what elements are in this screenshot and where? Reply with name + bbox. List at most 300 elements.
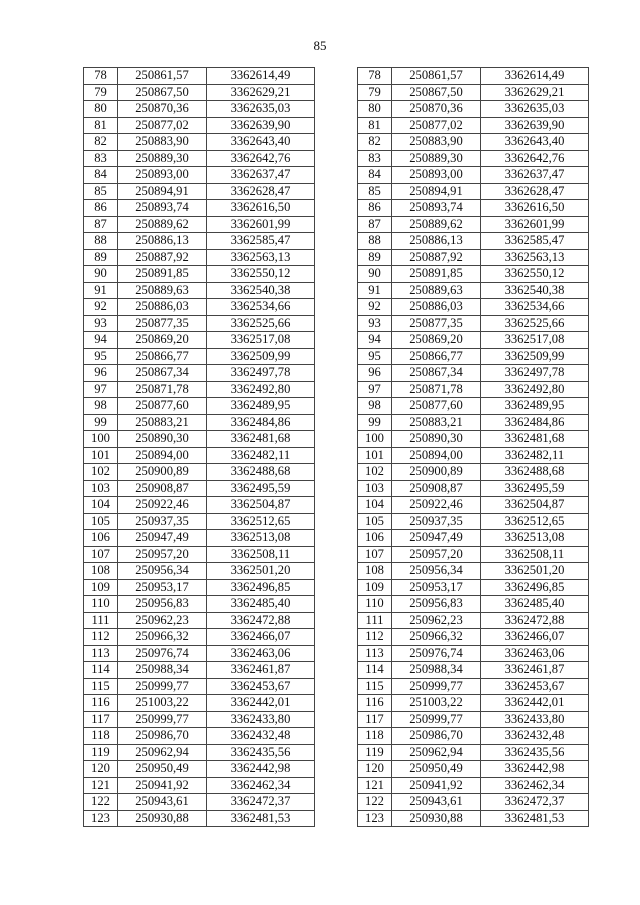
x-coordinate-cell: 250867,34 — [118, 365, 207, 382]
point-number-cell: 95 — [84, 348, 118, 365]
point-number-cell: 87 — [358, 216, 392, 233]
table-row — [358, 365, 589, 382]
point-number-cell: 80 — [84, 101, 118, 118]
table-row — [84, 183, 315, 200]
point-number-cell: 101 — [84, 447, 118, 464]
table-row — [84, 134, 315, 151]
point-number-cell: 103 — [84, 480, 118, 497]
table-row — [358, 447, 589, 464]
table-row — [84, 678, 315, 695]
y-coordinate-cell: 3362482,11 — [207, 447, 315, 464]
x-coordinate-cell: 251003,22 — [118, 695, 207, 712]
table-row — [358, 431, 589, 448]
y-coordinate-cell: 3362442,98 — [481, 761, 589, 778]
point-number-cell: 96 — [358, 365, 392, 382]
table-row — [84, 414, 315, 431]
table-row — [84, 365, 315, 382]
point-number-cell: 115 — [358, 678, 392, 695]
point-number-cell: 97 — [84, 381, 118, 398]
point-number-cell: 87 — [84, 216, 118, 233]
table-row — [358, 678, 589, 695]
x-coordinate-cell: 250999,77 — [392, 711, 481, 728]
table-row — [84, 167, 315, 184]
x-coordinate-cell: 250941,92 — [118, 777, 207, 794]
x-coordinate-cell: 250894,91 — [392, 183, 481, 200]
y-coordinate-cell: 3362488,68 — [207, 464, 315, 481]
table-row — [358, 332, 589, 349]
y-coordinate-cell: 3362512,65 — [207, 513, 315, 530]
table-row — [358, 101, 589, 118]
x-coordinate-cell: 250999,77 — [392, 678, 481, 695]
y-coordinate-cell: 3362616,50 — [207, 200, 315, 217]
point-number-cell: 86 — [358, 200, 392, 217]
table-row — [84, 117, 315, 134]
y-coordinate-cell: 3362485,40 — [207, 596, 315, 613]
table-row — [84, 563, 315, 580]
y-coordinate-cell: 3362643,40 — [481, 134, 589, 151]
point-number-cell: 107 — [358, 546, 392, 563]
point-number-cell: 108 — [358, 563, 392, 580]
x-coordinate-cell: 250962,94 — [118, 744, 207, 761]
table-row — [358, 711, 589, 728]
table-row — [84, 728, 315, 745]
point-number-cell: 85 — [84, 183, 118, 200]
x-coordinate-cell: 250877,60 — [392, 398, 481, 415]
x-coordinate-cell: 250894,00 — [392, 447, 481, 464]
point-number-cell: 123 — [84, 810, 118, 827]
point-number-cell: 106 — [358, 530, 392, 547]
point-number-cell: 114 — [358, 662, 392, 679]
x-coordinate-cell: 250953,17 — [118, 579, 207, 596]
x-coordinate-cell: 250870,36 — [118, 101, 207, 118]
y-coordinate-cell: 3362497,78 — [207, 365, 315, 382]
point-number-cell: 90 — [358, 266, 392, 283]
point-number-cell: 96 — [84, 365, 118, 382]
x-coordinate-cell: 250889,62 — [392, 216, 481, 233]
x-coordinate-cell: 250986,70 — [392, 728, 481, 745]
y-coordinate-cell: 3362639,90 — [481, 117, 589, 134]
y-coordinate-cell: 3362488,68 — [481, 464, 589, 481]
point-number-cell: 109 — [84, 579, 118, 596]
table-row — [358, 249, 589, 266]
table-row — [358, 761, 589, 778]
x-coordinate-cell: 250893,74 — [118, 200, 207, 217]
x-coordinate-cell: 250883,90 — [118, 134, 207, 151]
x-coordinate-cell: 250861,57 — [392, 68, 481, 85]
point-number-cell: 100 — [84, 431, 118, 448]
table-row — [84, 513, 315, 530]
y-coordinate-cell: 3362534,66 — [207, 299, 315, 316]
point-number-cell: 100 — [358, 431, 392, 448]
y-coordinate-cell: 3362463,06 — [481, 645, 589, 662]
table-row — [84, 447, 315, 464]
x-coordinate-cell: 250893,00 — [392, 167, 481, 184]
table-row — [84, 530, 315, 547]
table-row — [358, 183, 589, 200]
x-coordinate-cell: 250988,34 — [118, 662, 207, 679]
point-number-cell: 92 — [358, 299, 392, 316]
table-row — [358, 596, 589, 613]
table-row — [358, 530, 589, 547]
table-row — [84, 216, 315, 233]
x-coordinate-cell: 250943,61 — [392, 794, 481, 811]
y-coordinate-cell: 3362466,07 — [207, 629, 315, 646]
point-number-cell: 102 — [84, 464, 118, 481]
point-number-cell: 93 — [84, 315, 118, 332]
point-number-cell: 116 — [84, 695, 118, 712]
x-coordinate-cell: 250908,87 — [118, 480, 207, 497]
point-number-cell: 79 — [84, 84, 118, 101]
x-coordinate-cell: 250966,32 — [118, 629, 207, 646]
y-coordinate-cell: 3362628,47 — [207, 183, 315, 200]
y-coordinate-cell: 3362513,08 — [207, 530, 315, 547]
point-number-cell: 103 — [358, 480, 392, 497]
table-row — [84, 711, 315, 728]
x-coordinate-cell: 250908,87 — [392, 480, 481, 497]
point-number-cell: 79 — [358, 84, 392, 101]
table-row — [84, 761, 315, 778]
y-coordinate-cell: 3362433,80 — [481, 711, 589, 728]
x-coordinate-cell: 250887,92 — [392, 249, 481, 266]
x-coordinate-cell: 250956,34 — [392, 563, 481, 580]
table-row — [84, 612, 315, 629]
table-row — [358, 546, 589, 563]
y-coordinate-cell: 3362639,90 — [207, 117, 315, 134]
table-row — [358, 662, 589, 679]
table-body — [84, 68, 315, 827]
y-coordinate-cell: 3362462,34 — [207, 777, 315, 794]
table-row — [358, 134, 589, 151]
point-number-cell: 104 — [84, 497, 118, 514]
table-row — [358, 68, 589, 85]
x-coordinate-cell: 250877,02 — [392, 117, 481, 134]
x-coordinate-cell: 250976,74 — [118, 645, 207, 662]
x-coordinate-cell: 250894,91 — [118, 183, 207, 200]
x-coordinate-cell: 250999,77 — [118, 678, 207, 695]
x-coordinate-cell: 250937,35 — [118, 513, 207, 530]
table-row — [358, 282, 589, 299]
y-coordinate-cell: 3362463,06 — [207, 645, 315, 662]
table-row — [358, 777, 589, 794]
x-coordinate-cell: 250966,32 — [392, 629, 481, 646]
x-coordinate-cell: 250890,30 — [392, 431, 481, 448]
y-coordinate-cell: 3362504,87 — [481, 497, 589, 514]
y-coordinate-cell: 3362585,47 — [481, 233, 589, 250]
table-row — [84, 68, 315, 85]
table-row — [84, 810, 315, 827]
x-coordinate-cell: 250950,49 — [392, 761, 481, 778]
table-row — [84, 84, 315, 101]
y-coordinate-cell: 3362642,76 — [481, 150, 589, 167]
table-row — [84, 233, 315, 250]
table-row — [358, 398, 589, 415]
table-row — [358, 348, 589, 365]
x-coordinate-cell: 250861,57 — [118, 68, 207, 85]
y-coordinate-cell: 3362513,08 — [481, 530, 589, 547]
point-number-cell: 94 — [84, 332, 118, 349]
y-coordinate-cell: 3362501,20 — [207, 563, 315, 580]
x-coordinate-cell: 250889,63 — [118, 282, 207, 299]
table-row — [358, 464, 589, 481]
x-coordinate-cell: 250889,30 — [118, 150, 207, 167]
point-number-cell: 108 — [84, 563, 118, 580]
y-coordinate-cell: 3362472,88 — [481, 612, 589, 629]
point-number-cell: 111 — [84, 612, 118, 629]
x-coordinate-cell: 250962,23 — [118, 612, 207, 629]
y-coordinate-cell: 3362601,99 — [481, 216, 589, 233]
point-number-cell: 120 — [358, 761, 392, 778]
table-row — [358, 381, 589, 398]
y-coordinate-cell: 3362492,80 — [207, 381, 315, 398]
table-row — [358, 612, 589, 629]
x-coordinate-cell: 250894,00 — [118, 447, 207, 464]
point-number-cell: 97 — [358, 381, 392, 398]
x-coordinate-cell: 250956,34 — [118, 563, 207, 580]
x-coordinate-cell: 250930,88 — [118, 810, 207, 827]
point-number-cell: 114 — [84, 662, 118, 679]
y-coordinate-cell: 3362540,38 — [481, 282, 589, 299]
point-number-cell: 123 — [358, 810, 392, 827]
table-row — [84, 596, 315, 613]
point-number-cell: 121 — [84, 777, 118, 794]
table-row — [358, 315, 589, 332]
y-coordinate-cell: 3362484,86 — [207, 414, 315, 431]
y-coordinate-cell: 3362508,11 — [481, 546, 589, 563]
point-number-cell: 93 — [358, 315, 392, 332]
point-number-cell: 120 — [84, 761, 118, 778]
x-coordinate-cell: 250937,35 — [392, 513, 481, 530]
x-coordinate-cell: 250891,85 — [118, 266, 207, 283]
table-row — [358, 497, 589, 514]
y-coordinate-cell: 3362453,67 — [481, 678, 589, 695]
x-coordinate-cell: 250886,13 — [118, 233, 207, 250]
x-coordinate-cell: 250930,88 — [392, 810, 481, 827]
x-coordinate-cell: 250986,70 — [118, 728, 207, 745]
table-row — [84, 398, 315, 415]
point-number-cell: 115 — [84, 678, 118, 695]
y-coordinate-cell: 3362643,40 — [207, 134, 315, 151]
point-number-cell: 91 — [84, 282, 118, 299]
x-coordinate-cell: 250877,35 — [392, 315, 481, 332]
x-coordinate-cell: 250962,94 — [392, 744, 481, 761]
table-row — [358, 744, 589, 761]
point-number-cell: 91 — [358, 282, 392, 299]
y-coordinate-cell: 3362481,53 — [481, 810, 589, 827]
point-number-cell: 110 — [84, 596, 118, 613]
point-number-cell: 85 — [358, 183, 392, 200]
y-coordinate-cell: 3362433,80 — [207, 711, 315, 728]
x-coordinate-cell: 250869,20 — [118, 332, 207, 349]
point-number-cell: 88 — [84, 233, 118, 250]
table-row — [84, 695, 315, 712]
table-row — [358, 645, 589, 662]
table-row — [358, 167, 589, 184]
coordinates-table-left — [83, 67, 315, 827]
table-row — [358, 216, 589, 233]
y-coordinate-cell: 3362432,48 — [481, 728, 589, 745]
point-number-cell: 82 — [84, 134, 118, 151]
point-number-cell: 94 — [358, 332, 392, 349]
table-row — [358, 513, 589, 530]
x-coordinate-cell: 250867,50 — [118, 84, 207, 101]
x-coordinate-cell: 250867,34 — [392, 365, 481, 382]
y-coordinate-cell: 3362642,76 — [207, 150, 315, 167]
point-number-cell: 119 — [84, 744, 118, 761]
table-row — [358, 200, 589, 217]
y-coordinate-cell: 3362563,13 — [481, 249, 589, 266]
y-coordinate-cell: 3362629,21 — [481, 84, 589, 101]
y-coordinate-cell: 3362495,59 — [207, 480, 315, 497]
table-row — [84, 249, 315, 266]
point-number-cell: 104 — [358, 497, 392, 514]
y-coordinate-cell: 3362614,49 — [207, 68, 315, 85]
point-number-cell: 92 — [84, 299, 118, 316]
x-coordinate-cell: 250957,20 — [392, 546, 481, 563]
table-row — [84, 579, 315, 596]
point-number-cell: 81 — [358, 117, 392, 134]
y-coordinate-cell: 3362461,87 — [481, 662, 589, 679]
point-number-cell: 122 — [84, 794, 118, 811]
point-number-cell: 107 — [84, 546, 118, 563]
x-coordinate-cell: 250877,02 — [118, 117, 207, 134]
point-number-cell: 89 — [358, 249, 392, 266]
table-row — [84, 348, 315, 365]
table-row — [84, 794, 315, 811]
point-number-cell: 84 — [358, 167, 392, 184]
x-coordinate-cell: 250891,85 — [392, 266, 481, 283]
x-coordinate-cell: 250900,89 — [118, 464, 207, 481]
y-coordinate-cell: 3362489,95 — [481, 398, 589, 415]
x-coordinate-cell: 250943,61 — [118, 794, 207, 811]
table-row — [358, 695, 589, 712]
x-coordinate-cell: 250883,21 — [118, 414, 207, 431]
y-coordinate-cell: 3362637,47 — [207, 167, 315, 184]
y-coordinate-cell: 3362517,08 — [207, 332, 315, 349]
y-coordinate-cell: 3362495,59 — [481, 480, 589, 497]
point-number-cell: 88 — [358, 233, 392, 250]
point-number-cell: 78 — [84, 68, 118, 85]
y-coordinate-cell: 3362453,67 — [207, 678, 315, 695]
x-coordinate-cell: 250886,13 — [392, 233, 481, 250]
point-number-cell: 102 — [358, 464, 392, 481]
point-number-cell: 105 — [358, 513, 392, 530]
x-coordinate-cell: 250889,62 — [118, 216, 207, 233]
x-coordinate-cell: 250889,63 — [392, 282, 481, 299]
x-coordinate-cell: 250957,20 — [118, 546, 207, 563]
point-number-cell: 89 — [84, 249, 118, 266]
y-coordinate-cell: 3362496,85 — [207, 579, 315, 596]
table-row — [358, 117, 589, 134]
x-coordinate-cell: 250867,50 — [392, 84, 481, 101]
x-coordinate-cell: 250893,74 — [392, 200, 481, 217]
y-coordinate-cell: 3362472,37 — [207, 794, 315, 811]
y-coordinate-cell: 3362512,65 — [481, 513, 589, 530]
x-coordinate-cell: 250870,36 — [392, 101, 481, 118]
x-coordinate-cell: 250947,49 — [392, 530, 481, 547]
x-coordinate-cell: 250866,77 — [392, 348, 481, 365]
table-row — [358, 233, 589, 250]
table-row — [84, 101, 315, 118]
point-number-cell: 83 — [84, 150, 118, 167]
y-coordinate-cell: 3362482,11 — [481, 447, 589, 464]
table-row — [84, 200, 315, 217]
point-number-cell: 113 — [358, 645, 392, 662]
x-coordinate-cell: 250871,78 — [392, 381, 481, 398]
y-coordinate-cell: 3362435,56 — [207, 744, 315, 761]
x-coordinate-cell: 250866,77 — [118, 348, 207, 365]
table-row — [358, 480, 589, 497]
y-coordinate-cell: 3362442,01 — [207, 695, 315, 712]
point-number-cell: 106 — [84, 530, 118, 547]
table-row — [84, 480, 315, 497]
table-row — [84, 662, 315, 679]
y-coordinate-cell: 3362585,47 — [207, 233, 315, 250]
point-number-cell: 112 — [358, 629, 392, 646]
y-coordinate-cell: 3362501,20 — [481, 563, 589, 580]
table-row — [84, 645, 315, 662]
table-row — [84, 464, 315, 481]
point-number-cell: 78 — [358, 68, 392, 85]
x-coordinate-cell: 250947,49 — [118, 530, 207, 547]
y-coordinate-cell: 3362601,99 — [207, 216, 315, 233]
x-coordinate-cell: 250877,35 — [118, 315, 207, 332]
y-coordinate-cell: 3362508,11 — [207, 546, 315, 563]
table-row — [84, 546, 315, 563]
point-number-cell: 113 — [84, 645, 118, 662]
x-coordinate-cell: 250941,92 — [392, 777, 481, 794]
table-row — [358, 629, 589, 646]
x-coordinate-cell: 250950,49 — [118, 761, 207, 778]
table-row — [84, 629, 315, 646]
y-coordinate-cell: 3362492,80 — [481, 381, 589, 398]
point-number-cell: 116 — [358, 695, 392, 712]
point-number-cell: 90 — [84, 266, 118, 283]
y-coordinate-cell: 3362635,03 — [481, 101, 589, 118]
point-number-cell: 95 — [358, 348, 392, 365]
y-coordinate-cell: 3362628,47 — [481, 183, 589, 200]
x-coordinate-cell: 250956,83 — [392, 596, 481, 613]
point-number-cell: 99 — [84, 414, 118, 431]
table-row — [84, 744, 315, 761]
point-number-cell: 109 — [358, 579, 392, 596]
x-coordinate-cell: 250976,74 — [392, 645, 481, 662]
point-number-cell: 98 — [358, 398, 392, 415]
x-coordinate-cell: 250988,34 — [392, 662, 481, 679]
x-coordinate-cell: 250956,83 — [118, 596, 207, 613]
point-number-cell: 84 — [84, 167, 118, 184]
y-coordinate-cell: 3362472,88 — [207, 612, 315, 629]
y-coordinate-cell: 3362442,98 — [207, 761, 315, 778]
y-coordinate-cell: 3362497,78 — [481, 365, 589, 382]
table-row — [358, 579, 589, 596]
point-number-cell: 111 — [358, 612, 392, 629]
y-coordinate-cell: 3362442,01 — [481, 695, 589, 712]
x-coordinate-cell: 250890,30 — [118, 431, 207, 448]
point-number-cell: 117 — [358, 711, 392, 728]
point-number-cell: 112 — [84, 629, 118, 646]
table-row — [358, 84, 589, 101]
x-coordinate-cell: 250999,77 — [118, 711, 207, 728]
coordinates-table-right — [357, 67, 589, 827]
x-coordinate-cell: 250962,23 — [392, 612, 481, 629]
x-coordinate-cell: 250886,03 — [118, 299, 207, 316]
x-coordinate-cell: 250883,90 — [392, 134, 481, 151]
table-row — [84, 431, 315, 448]
x-coordinate-cell: 250889,30 — [392, 150, 481, 167]
y-coordinate-cell: 3362525,66 — [481, 315, 589, 332]
x-coordinate-cell: 250922,46 — [118, 497, 207, 514]
table-row — [84, 282, 315, 299]
